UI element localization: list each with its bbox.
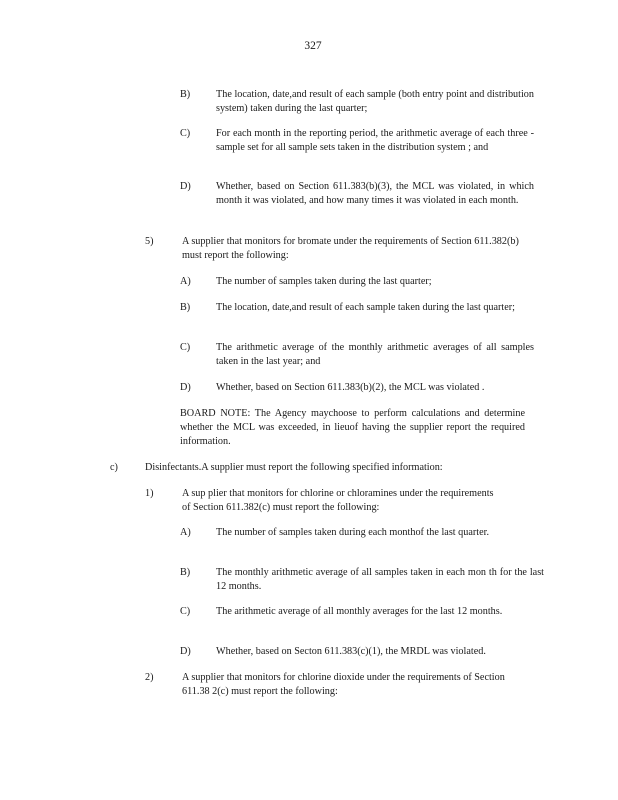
item-text: Whether, based on Section 611.383(b)(2), the MCL was violated . [216, 382, 485, 393]
item-text: The monthly arithmetic average of all samples taken in each mon th for the last 12 months. [216, 567, 544, 592]
item-marker: 5) [145, 236, 154, 247]
item-marker: B) [180, 302, 191, 313]
board-note: BOARD NOTE: The Agency maychoose to perform calculations and determine whether the MCL was exceeded, in lieuof having the supplier report the required information. [180, 408, 525, 447]
item-marker: C) [180, 128, 191, 139]
item-text: The location, date,and result of each sample (both entry point and distribution system) taken during the last quarter; [216, 89, 534, 114]
item-marker: A) [180, 527, 191, 538]
item-text: For each month in the reporting period, the arithmetic average of each three -sample set for all sample sets taken in the distribution system ; and [216, 128, 534, 153]
item-text: Whether, based on Section 611.383(b)(3), the MCL was violated, in which month it was violated, and how many times it was violated in each month. [216, 181, 534, 206]
item-marker: D) [180, 181, 191, 192]
item-marker: A) [180, 276, 191, 287]
item-text: The arithmetic average of all monthly averages for the last 12 months. [216, 606, 503, 617]
item-marker: D) [180, 382, 191, 393]
item-marker: B) [180, 89, 191, 100]
item-marker: C) [180, 342, 191, 353]
item-text: The location, date,and result of each sample taken during the last quarter; [216, 302, 516, 313]
page-number: 327 [304, 40, 322, 52]
item-text: A sup plier that monitors for chlorine or chloramines under the requirements of Section 611.382(c) must report the following: [182, 488, 494, 513]
item-text: The arithmetic average of the monthly arithmetic averages of all samples taken in the last year; and [216, 342, 534, 367]
item-text: The number of samples taken during each monthof the last quarter. [216, 527, 489, 538]
item-marker: D) [180, 646, 191, 657]
item-text: Whether, based on Secton 611.383(c)(1), the MRDL was violated. [216, 646, 486, 657]
item-text: Disinfectants.A supplier must report the following specified information: [145, 462, 443, 473]
item-text: A supplier that monitors for bromate under the requirements of Section 611.382(b) must report the following: [182, 236, 519, 261]
item-text: The number of samples taken during the last quarter; [216, 276, 432, 287]
item-marker: 2) [145, 672, 154, 683]
item-marker: 1) [145, 488, 154, 499]
item-text: A supplier that monitors for chlorine dioxide under the requirements of Section 611.38 2(c) must report the following: [182, 672, 505, 697]
item-marker: c) [110, 462, 118, 473]
item-marker: C) [180, 606, 191, 617]
item-marker: B) [180, 567, 191, 578]
